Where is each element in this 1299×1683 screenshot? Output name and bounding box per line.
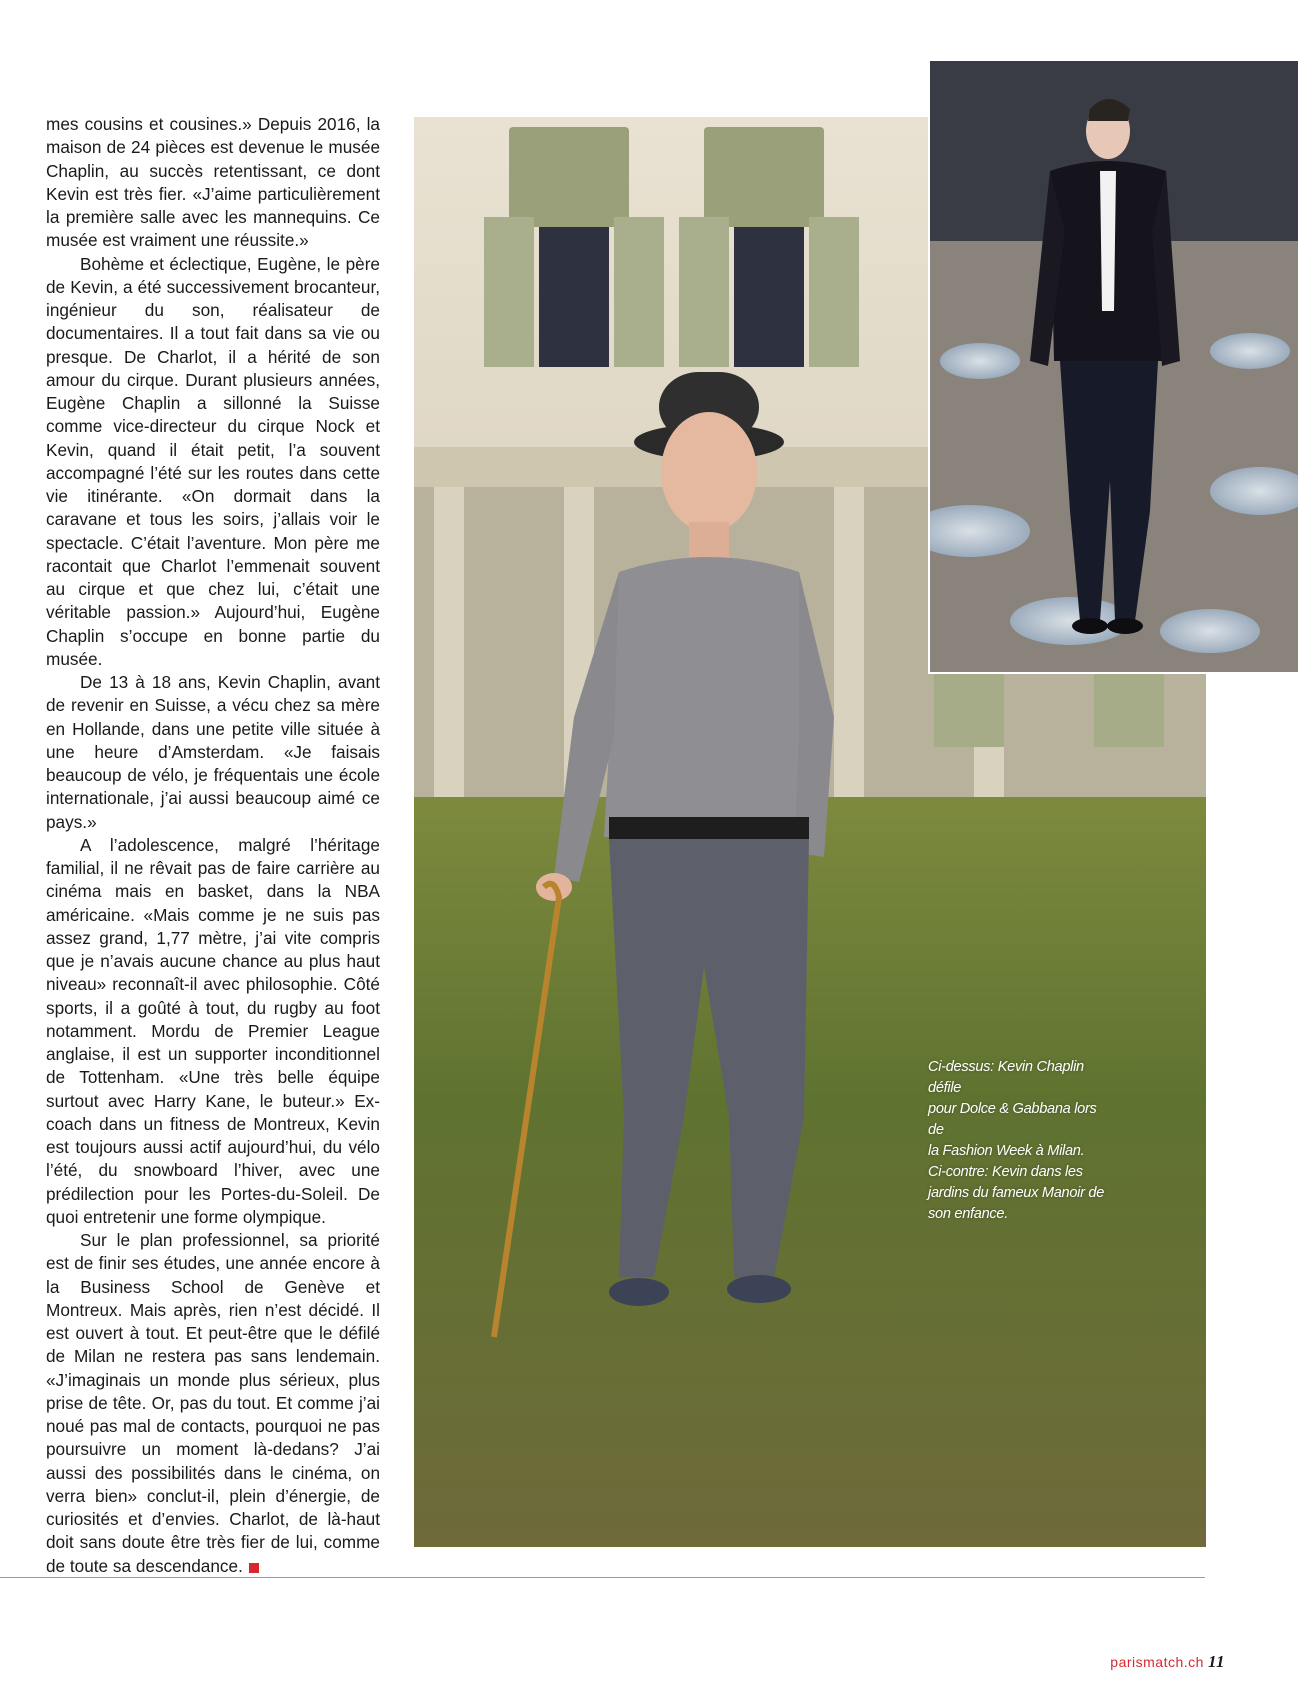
photo-caption	[928, 1057, 1110, 1225]
site-name: parismatch.ch	[1110, 1654, 1204, 1670]
article-body	[46, 113, 380, 1578]
article-paragraph-text: Sur le plan professionnel, sa priorité est de finir ses études, une année encore à la Business School de Genève et Montreux. Mais après, rien n’est décidé. Il est ouvert à tout. Et peut-être que le défilé de Milan ne restera pas sans lendemain. «J’imaginais un monde plus sérieux, plus prise de tête. Or, pas du tout. Et comme j’ai noué pas mal de contacts, pourquoi ne pas poursuivre un moment là-dedans? J’ai aussi des possibilités dans le cinéma, on verra bien» conclut-il, plein d’énergie, de curiosités et d’envies. Charlot, de là-haut doit sans doute être très fier de lui, comme de toute sa descendance.	[46, 1230, 380, 1576]
article-paragraph: De 13 à 18 ans, Kevin Chaplin, avant de revenir en Suisse, a vécu chez sa mère en Hollande, dans une petite ville située à une heure d’Amsterdam. «Je faisais beaucoup de vélo, je fréquentais une école internationale, j’ai aussi beaucoup aimé ce pays.»	[46, 672, 380, 832]
article-paragraph: Bohème et éclectique, Eugène, le père de Kevin, a été successivement brocanteur, ingénieur du son, réalisateur de documentaires. Il a tout fait dans sa vie ou presque. De Charlot, il a hérité de son amour du cirque. Durant plusieurs années, Eugène Chaplin a sillonné la Suisse comme vice-directeur du cirque Nock et Kevin, quand il était petit, l’a souvent accompagné l’été sur les routes dans cette vie itinérante. «On dormait dans la caravane et tous les soirs, j’allais voir le spectacle. C’était l’aventure. Mon père me racontait que Charlot l’emmenait souvent au cirque et que chez lui, c’était une véritable passion.» Aujourd’hui, Eugène Chaplin s’occupe en bonne partie du musée.	[46, 253, 380, 669]
caption-line: pour Dolce & Gabbana lors de	[928, 1101, 1097, 1138]
article-paragraph: A l’adolescence, malgré l’héritage familial, il ne rêvait pas de faire carrière au cinéma mais en basket, dans la NBA américaine. «Mais comme je ne suis pas assez grand, 1,77 mètre, j’ai vite compris que je n’avais aucune chance au plus haut niveau» reconnaît-il avec philosophie. Côté sports, il a goûté à tout, du rugby au foot notamment. Mordu de Premier League anglaise, il est un supporter inconditionnel de Tottenham. «Une très belle équipe surtout avec Harry Kane, le buteur.» Ex-coach dans un fitness de Montreux, Kevin est toujours aussi actif aujourd’hui, du vélo l’été, du snowboard l’hiver, avec une prédilection pour les Portes-du-Soleil. De quoi entretenir une forme olympique.	[46, 834, 380, 1227]
runway-photo	[928, 59, 1299, 674]
caption-line: Ci-contre: Kevin dans les	[928, 1164, 1083, 1180]
article-paragraph-last	[46, 1229, 380, 1578]
caption-line: son enfance.	[928, 1206, 1008, 1222]
caption-line: Ci-dessus: Kevin Chaplin défile	[928, 1059, 1084, 1096]
page-footer	[1110, 1652, 1225, 1672]
article-paragraph: mes cousins et cousines.» Depuis 2016, la maison de 24 pièces est devenue le musée Chaplin, au succès retentissant, ce dont Kevin est très fier. «J’aime particulièrement la première salle avec les mannequins. Ce musée est vraiment une réussite.»	[46, 114, 380, 251]
runway-photo-illustration	[930, 61, 1298, 672]
caption-line: jardins du fameux Manoir de	[928, 1185, 1105, 1201]
footer-divider	[0, 1577, 1205, 1578]
end-of-article-mark	[249, 1563, 259, 1573]
page-number: 11	[1207, 1652, 1225, 1671]
caption-line: la Fashion Week à Milan.	[928, 1143, 1085, 1159]
